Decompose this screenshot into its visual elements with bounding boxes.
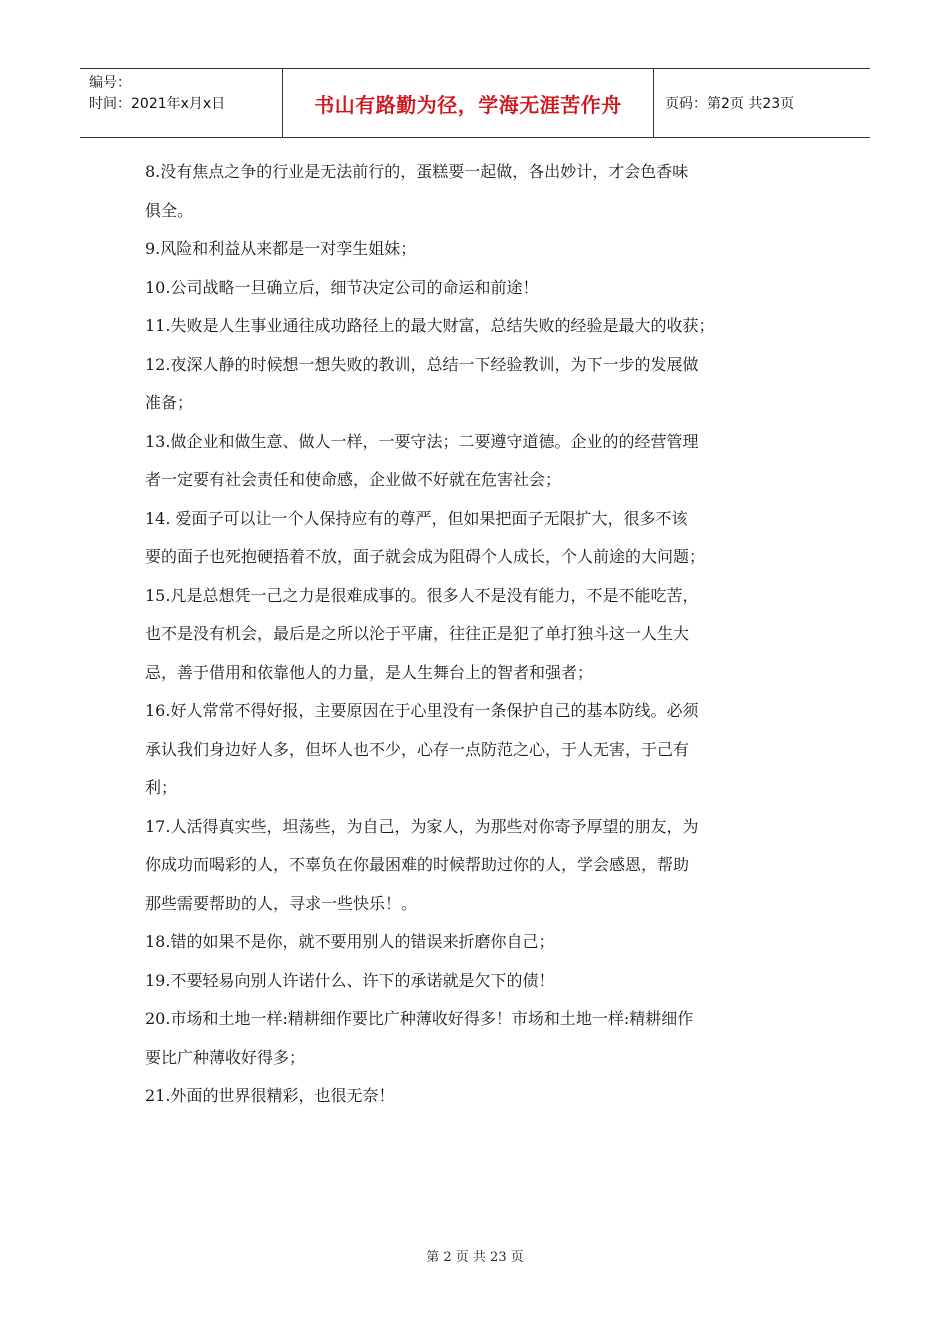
text-line: 俱全。 (145, 200, 194, 220)
header-motto-cell (282, 69, 654, 137)
text-line: 要的面子也死抱硬捂着不放，面子就会成为阻碍个人成长，个人前途的大问题； (145, 547, 706, 566)
text-line: 21.外面的世界很精彩，也很无奈！ (145, 1086, 395, 1105)
text-line: 11.失败是人生事业通往成功路径上的最大财富，总结失败的经验是最大的收获； (145, 316, 715, 335)
text-line: 10.公司战略一旦确立后，细节决定公司的命运和前途！ (145, 277, 539, 297)
document-date-label: 时间：2021年x月x日 (89, 96, 226, 112)
text-line: 要比广种薄收好得多； (145, 1047, 306, 1067)
text-line: 也不是没有机会，最后是之所以沦于平庸，往往正是犯了单打独斗这一人生大 (145, 624, 690, 643)
header-info-cell (80, 69, 282, 137)
text-line: 那些需要帮助的人，寻求一些快乐！。 (145, 893, 418, 913)
text-line: 准备； (145, 393, 194, 412)
text-line: 13.做企业和做生意、做人一样，一要守法；二要遵守道德。企业的的经营管理 (145, 431, 699, 451)
text-line: 16.好人常常不得好报，主要原因在于心里没有一条保护自己的基本防线。必须 (145, 701, 699, 720)
document-number-label: 编号： (89, 75, 131, 91)
text-line: 14. 爱面子可以让一个人保持应有的尊严，但如果把面子无限扩大，很多不该 (145, 508, 688, 528)
text-line: 利； (145, 778, 178, 797)
document-body (145, 153, 825, 1116)
text-line: 12.夜深人静的时候想一想失败的教训，总结一下经验教训，为下一步的发展做 (145, 354, 699, 374)
text-line: 你成功而喝彩的人，不辜负在你最困难的时候帮助过你的人，学会感恩，帮助 (145, 855, 690, 874)
text-line: 承认我们身边好人多，但坏人也不少，心存一点防范之心，于人无害，于己有 (145, 739, 690, 759)
header-motto: 书山有路勤为径，学海无涯苦作舟 (314, 92, 622, 117)
text-line: 20.市场和土地一样:精耕细作要比广种薄收好得多！市场和土地一样:精耕细作 (145, 1009, 694, 1028)
text-line: 17.人活得真实些，坦荡些，为自己，为家人，为那些对你寄予厚望的朋友，为 (145, 816, 699, 836)
text-line: 者一定要有社会责任和使命感，企业做不好就在危害社会； (145, 470, 562, 489)
header-page-code: 页码：第2页 共23页 (665, 96, 795, 112)
header-page-cell (654, 69, 870, 137)
page-footer (0, 1246, 950, 1265)
text-line: 9.风险和利益从来都是一对孪生姐妹； (145, 239, 417, 258)
text-line: 19.不要轻易向别人许诺什么、许下的承诺就是欠下的债！ (145, 970, 555, 990)
text-line: 忌，善于借用和依靠他人的力量，是人生舞台上的智者和强者； (145, 662, 594, 682)
text-line: 18.错的如果不是你，就不要用别人的错误来折磨你自己； (145, 932, 555, 951)
document-header (80, 68, 870, 138)
text-line: 15.凡是总想凭一己之力是很难成事的。很多人不是没有能力，不是不能吃苦， (145, 585, 699, 605)
text-line: 8.没有焦点之争的行业是无法前行的，蛋糕要一起做，各出妙计，才会色香味 (145, 162, 689, 181)
footer-page-number: 第 2 页 共 23 页 (426, 1250, 524, 1265)
